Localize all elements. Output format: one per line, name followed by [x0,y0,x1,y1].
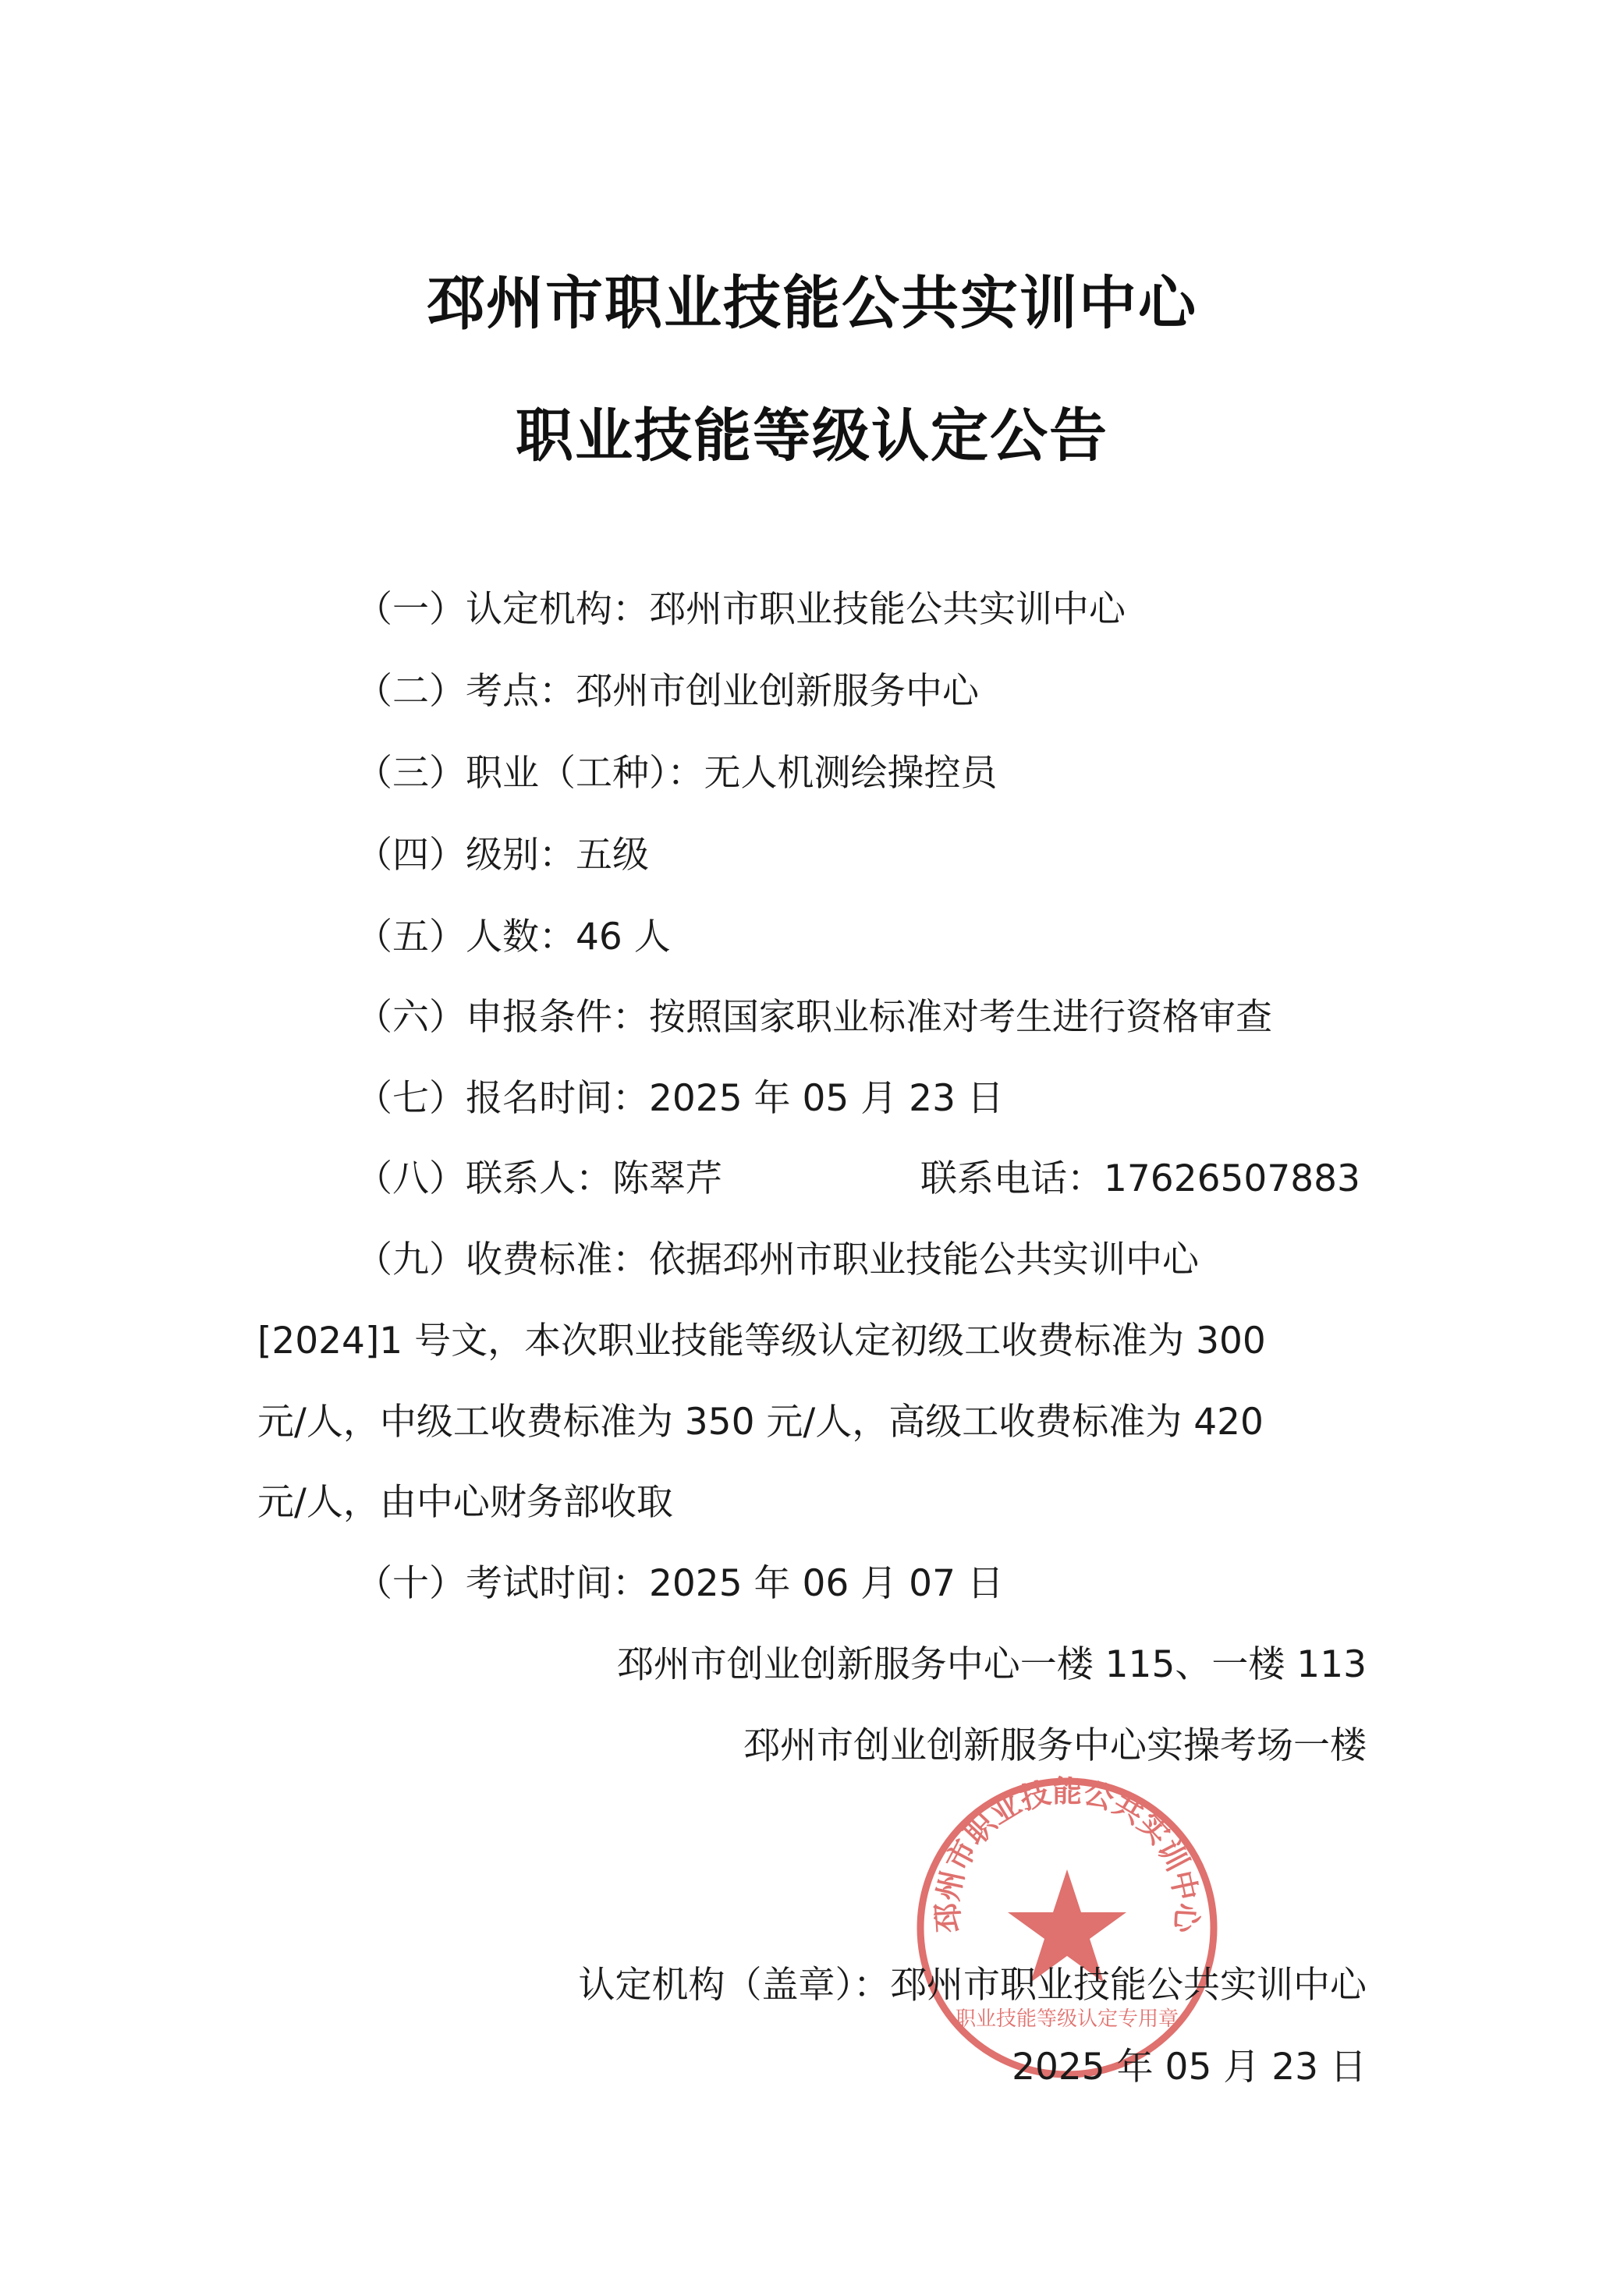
fee-line-3: 元/人，中级工收费标准为 350 元/人，高级工收费标准为 420 [257,1401,1264,1444]
official-seal [911,1772,1223,2084]
item-exam-site: （二）考点：邳州市创业创新服务中心 [356,670,979,713]
item-certifying-body: （一）认定机构：邳州市职业技能公共实训中心 [356,588,1126,631]
fee-line-1: （九）收费标准：依据邳州市职业技能公共实训中心 [356,1238,1199,1281]
item-exam-time: （十）考试时间：2025 年 06 月 07 日 [356,1562,1004,1605]
venue-line-2: 邳州市创业创新服务中心实操考场一楼 [743,1724,1367,1767]
seal-subtext: 职业技能等级认定专用章 [955,2007,1179,2031]
signature-date: 2025 年 05 月 23 日 [1012,2046,1367,2089]
seal-text: 邳州市职业技能公共实训中心 [929,1773,1205,1934]
item-headcount: （五）人数：46 人 [356,916,671,958]
item-contact-phone: 联系电话：17626507883 [920,1157,1360,1200]
venue-line-1: 邳州市创业创新服务中心一楼 115、一楼 113 [616,1643,1367,1686]
item-contact-person: （八）联系人：陈翠芹 [356,1157,722,1200]
item-requirements: （六）申报条件：按照国家职业标准对考生进行资格审查 [356,996,1272,1039]
item-level: （四）级别：五级 [356,834,649,877]
item-occupation: （三）职业（工种）：无人机测绘操控员 [356,752,998,795]
fee-line-2: [2024]1 号文，本次职业技能等级认定初级工收费标准为 300 [257,1320,1266,1362]
item-registration-time: （七）报名时间：2025 年 05 月 23 日 [356,1077,1004,1120]
signature-line: 认定机构（盖章）：邳州市职业技能公共实训中心 [578,1964,1367,2007]
document-title-line2: 职业技能等级认定公告 [516,402,1108,469]
fee-line-4: 元/人，由中心财务部收取 [257,1481,673,1524]
document-title-line1: 邳州市职业技能公共实训中心 [427,270,1197,337]
